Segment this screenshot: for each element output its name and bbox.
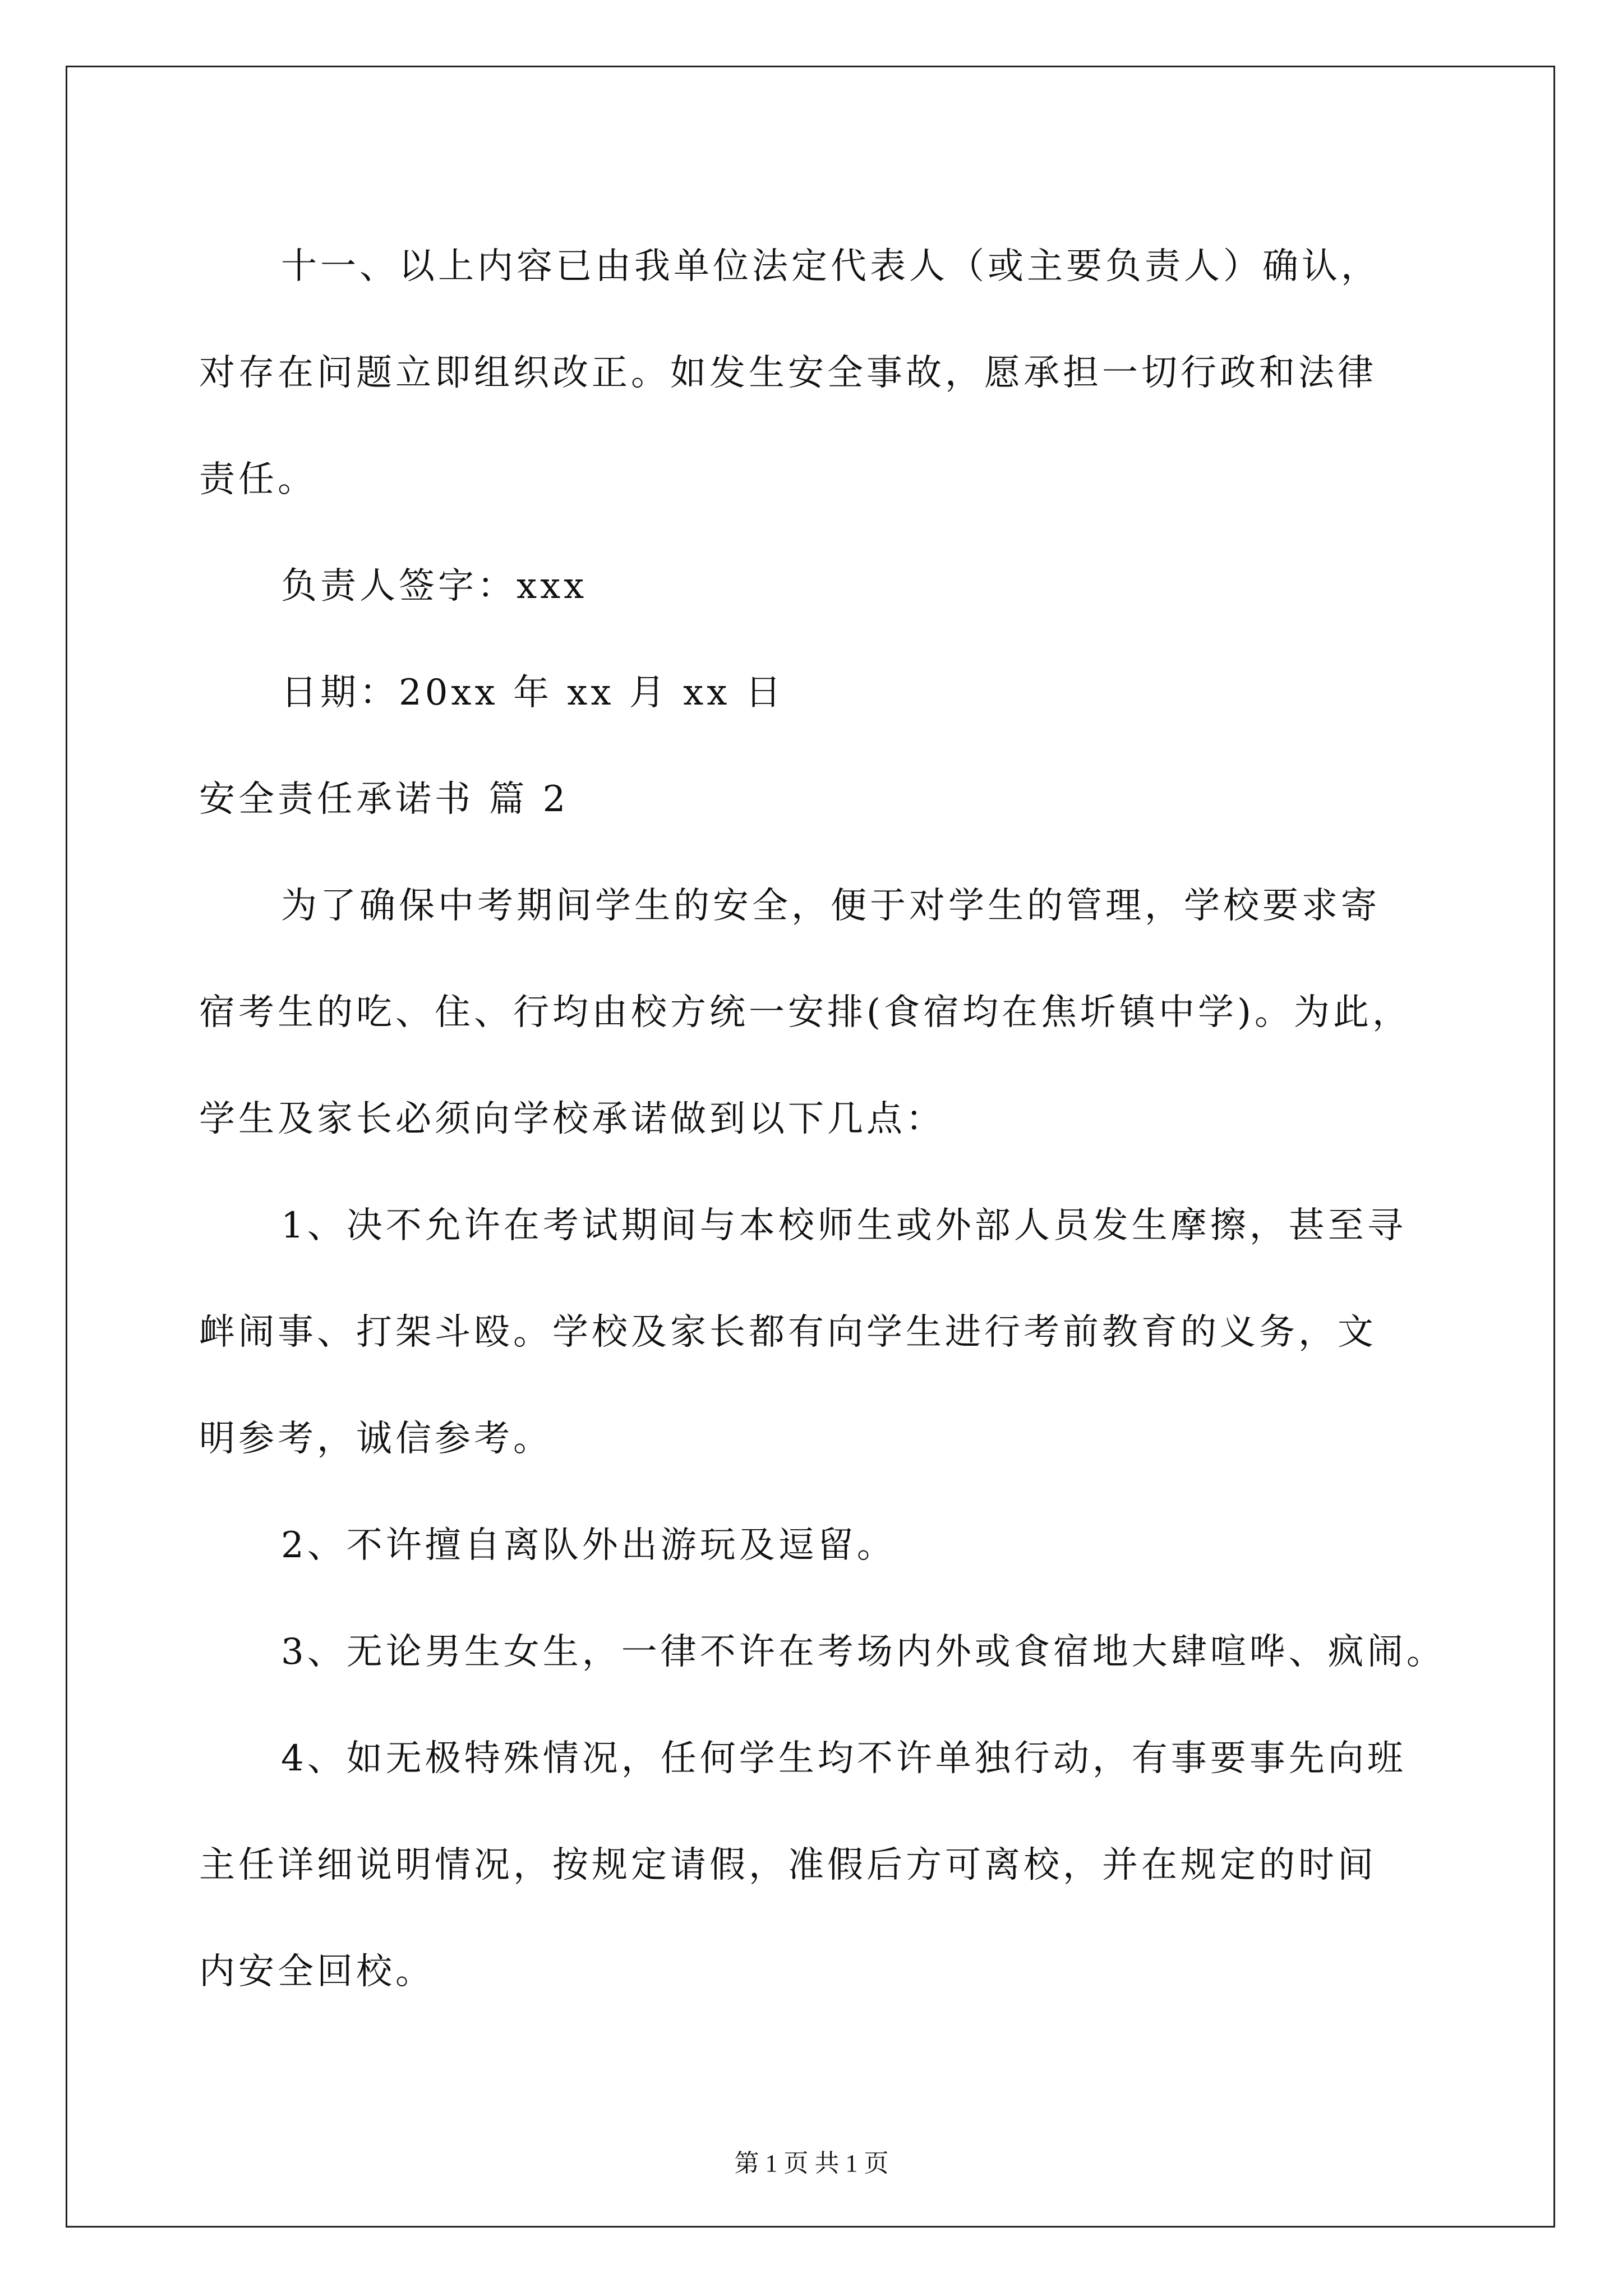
section-heading: 安全责任承诺书 篇 2 — [199, 779, 569, 820]
list-item-1 — [199, 1172, 1433, 1492]
paragraph-line: 明参考，诚信参考。 — [199, 1418, 552, 1460]
list-item-2 — [199, 1492, 1433, 1599]
date-line — [199, 639, 1433, 746]
paragraph-line: 宿考生的吃、住、行均由校方统一安排(食宿均在焦圻镇中学)。为此， — [199, 992, 1412, 1033]
paragraph-line: 责任。 — [199, 459, 317, 500]
paragraph-line: 学生及家长必须向学校承诺做到以下几点： — [199, 1098, 945, 1140]
paragraph-item-11 — [199, 213, 1433, 533]
paragraph-line: 衅闹事、打架斗殴。学校及家长都有向学生进行考前教育的义务，文 — [199, 1312, 1377, 1353]
list-item-4 — [199, 1705, 1433, 2025]
paragraph-line: 内安全回校。 — [199, 1951, 435, 1993]
paragraph-line: 负责人签字：xxx — [281, 565, 588, 607]
paragraph-line: 为了确保中考期间学生的安全，便于对学生的管理，学校要求寄 — [281, 885, 1380, 927]
paragraph-line: 3、无论男生女生，一律不许在考场内外或食宿地大肆喧哗、疯闹。 — [281, 1631, 1446, 1673]
signature-line — [199, 533, 1433, 639]
paragraph-line: 1、决不允许在考试期间与本校师生或外部人员发生摩擦，甚至寻 — [281, 1205, 1407, 1246]
paragraph-line: 主任详细说明情况，按规定请假，准假后方可离校，并在规定的时间 — [199, 1844, 1377, 1886]
paragraph-line: 对存在问题立即组织改正。如发生安全事故，愿承担一切行政和法律 — [199, 352, 1377, 394]
document-body — [199, 213, 1446, 2025]
list-item-3 — [199, 1599, 1446, 1705]
paragraph-line: 4、如无极特殊情况，任何学生均不许单独行动，有事要事先向班 — [281, 1738, 1407, 1779]
intro-paragraph — [199, 853, 1433, 1172]
paragraph-line: 十一、以上内容已由我单位法定代表人（或主要负责人）确认， — [281, 246, 1380, 287]
paragraph-line: 日期：20xx 年 xx 月 xx 日 — [281, 672, 785, 714]
page-footer: 第 1 页 共 1 页 — [734, 2150, 889, 2177]
paragraph-line: 2、不许擅自离队外出游玩及逗留。 — [281, 1525, 896, 1566]
